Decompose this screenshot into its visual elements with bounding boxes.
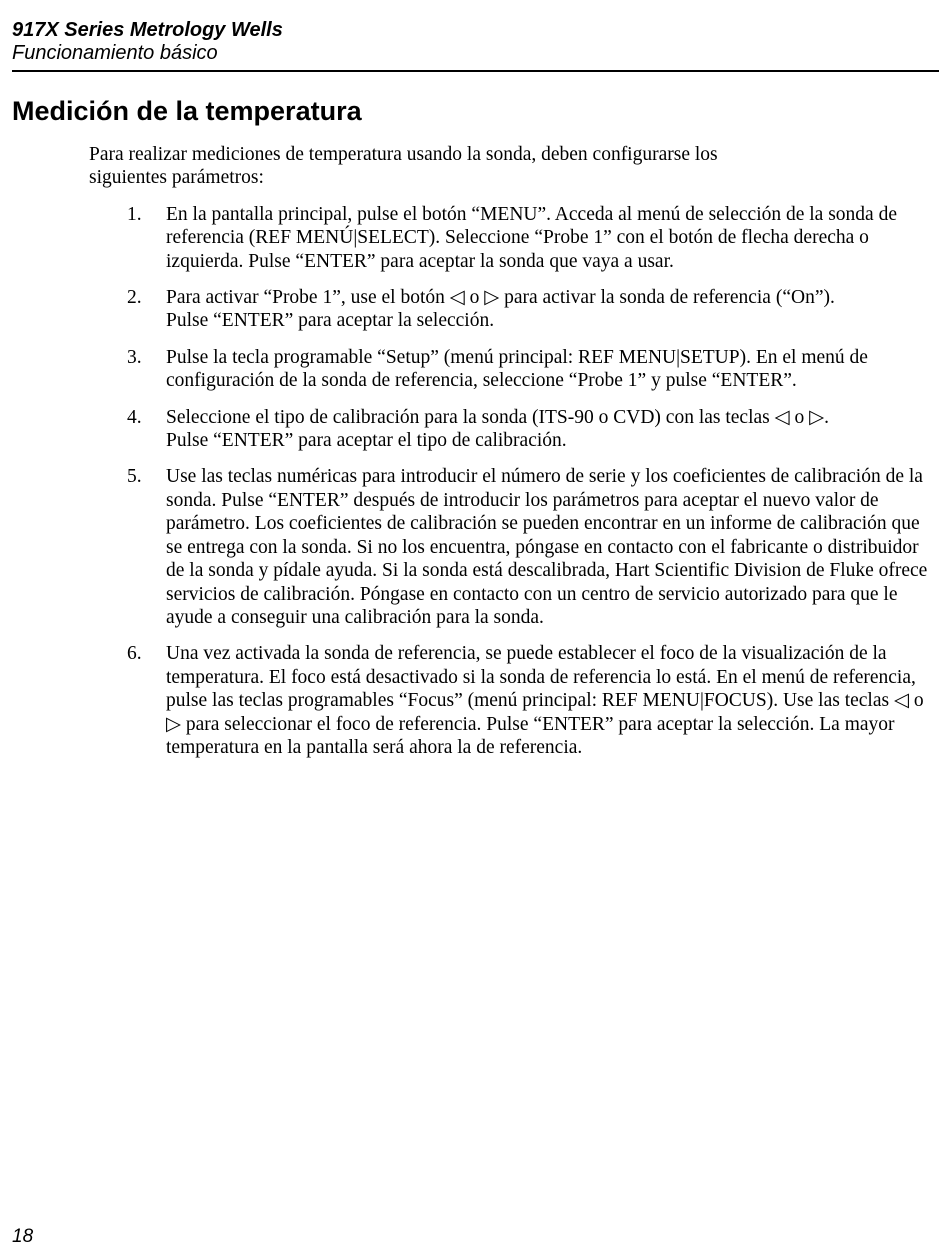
step-number: 5. [127,466,142,488]
intro-paragraph: Para realizar mediciones de temperatura usando la sonda, deben configurarse los siguientes parámetros: [89,144,718,189]
section-heading: Medición de la temperatura [12,96,362,126]
step-number: 6. [127,643,142,665]
step-text: Una vez activada la sonda de referencia, se puede establecer el foco de la visualización de la temperatura. El foco está desactivado si la sonda de referencia lo está. En el menú de referencia, pulse las teclas programables “Focus” (menú principal: REF MENU|FOCUS). Use las teclas ◁ o ▷ para seleccionar el foco de referencia. Pulse “ENTER” para aceptar la selección. La mayor temperatura en la pantalla será ahora la de referencia. [166,643,924,758]
section-body [89,143,939,772]
step-text: Use las teclas numéricas para introducir el número de serie y los coeficientes de calibración de la sonda. Pulse “ENTER” después de introducir los parámetros para aceptar el nuevo valor de parámetro. Los coeficientes de calibración se pueden encontrar en un informe de calibración que se entrega con la sonda. Si no los encuentra, póngase en contacto con el fabricante o distribuidor de la sonda y pídale ayuda. Si la sonda está descalibrada, Hart Scientific Division de Fluke ofrece servicios de calibración. Póngase en contacto con un centro de servicio autorizado para que le ayude a conseguir una calibración para la sonda. [166,466,928,628]
steps-list [89,203,939,760]
page-number: 18 [12,1226,34,1247]
step-number: 2. [127,287,142,309]
step-number: 3. [127,346,142,368]
page-header [12,18,938,65]
step-text: Para activar “Probe 1”, use el botón ◁ o ▷ para activar la sonda de referencia (“On”). Pulse “ENTER” para aceptar la selección. [166,287,835,332]
step-text: En la pantalla principal, pulse el botón “MENU”. Acceda al menú de selección de la sonda de referencia (REF MENÚ|SELECT). Seleccione “Probe 1” con el botón de flecha derecha o izquierda. Pulse “ENTER” para aceptar la sonda que vaya a usar. [166,203,897,272]
document-title: 917X Series Metrology Wells [12,19,283,41]
step-text: Seleccione el tipo de calibración para la sonda (ITS-90 o CVD) con las teclas ◁ o ▷. Pulse “ENTER” para aceptar el tipo de calibración. [166,406,829,452]
step-text: Pulse la tecla programable “Setup” (menú principal: REF MENU|SETUP). En el menú de configuración de la sonda de referencia, seleccione “Probe 1” y pulse “ENTER”. [166,346,868,392]
list-item [89,406,939,453]
list-item [89,286,939,333]
list-item [89,346,939,393]
step-number: 4. [127,406,142,428]
step-number: 1. [127,203,142,225]
header-rule [12,70,939,72]
list-item [89,203,939,273]
list-item [89,642,939,759]
list-item [89,465,939,629]
chapter-subtitle: Funcionamiento básico [12,42,218,64]
